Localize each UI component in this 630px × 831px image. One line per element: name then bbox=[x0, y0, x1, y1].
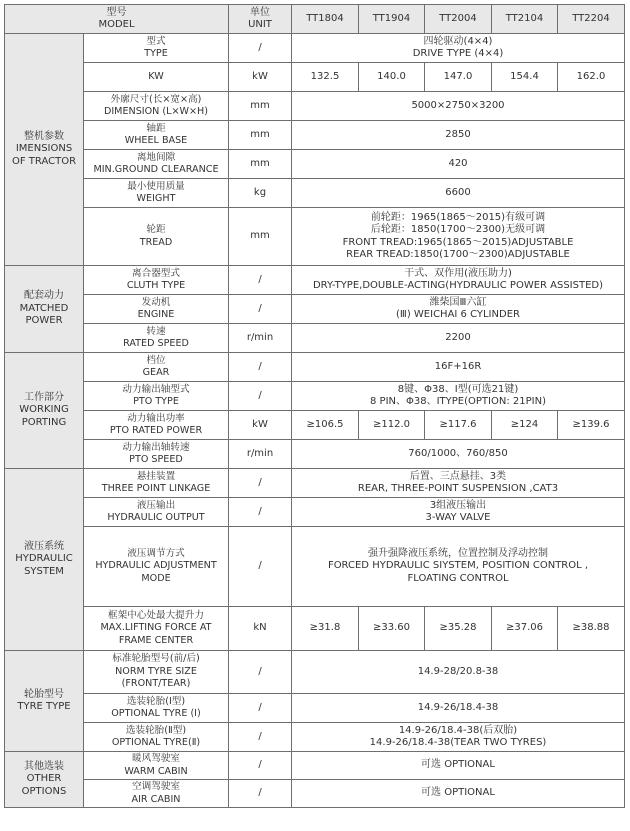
table-row bbox=[5, 353, 625, 382]
item-cell bbox=[84, 324, 229, 353]
unit-cell: kN bbox=[229, 607, 292, 651]
item-label-line: 空调驾驶室 bbox=[132, 781, 180, 792]
value-line: 3组液压输出 bbox=[429, 499, 487, 511]
item-cell bbox=[84, 527, 229, 607]
item-label-line: THREE POINT LINKAGE bbox=[101, 483, 211, 494]
group-label-line: IMENSIONS bbox=[15, 143, 73, 155]
item-label-line: WARM CABIN bbox=[124, 765, 188, 777]
item-cell bbox=[84, 694, 229, 723]
value-cell: ≥117.6 bbox=[425, 411, 492, 440]
item-cell bbox=[84, 208, 229, 266]
unit-cell: / bbox=[229, 382, 292, 411]
value-line: 四轮驱动(4×4) bbox=[423, 35, 493, 47]
unit-cell: kg bbox=[229, 179, 292, 208]
unit-cell: / bbox=[229, 353, 292, 382]
item-label-line: 离地间隙 bbox=[136, 151, 176, 163]
spec-table bbox=[4, 4, 625, 808]
value-cell-merged bbox=[292, 382, 625, 411]
table-row bbox=[5, 295, 625, 324]
table-row bbox=[5, 63, 625, 92]
item-label-line: MIN.GROUND CLEARANCE bbox=[93, 164, 219, 175]
group-label-line: 其他选装 bbox=[24, 760, 64, 772]
value-line: 2200 bbox=[445, 331, 471, 343]
value-line: 5000×2750×3200 bbox=[411, 99, 505, 111]
item-cell bbox=[84, 121, 229, 150]
group-label-line: POWER bbox=[25, 315, 63, 327]
value-cell: ≥38.88 bbox=[558, 607, 625, 651]
item-label-line: CLUTH TYPE bbox=[126, 280, 186, 291]
value-line: 16F+16R bbox=[434, 360, 482, 372]
item-label-line: 轮距 bbox=[146, 224, 166, 235]
unit-cell: / bbox=[229, 295, 292, 324]
item-cell bbox=[84, 63, 229, 92]
group-label bbox=[5, 651, 84, 752]
unit-cell: / bbox=[229, 469, 292, 498]
value-cell-merged bbox=[292, 469, 625, 498]
group-label-line: TYRE TYPE bbox=[17, 701, 71, 712]
table-row bbox=[5, 324, 625, 353]
unit-cell: / bbox=[229, 266, 292, 295]
value-cell: ≥124 bbox=[492, 411, 558, 440]
item-label-line: 暖风驾驶室 bbox=[132, 753, 180, 764]
item-cell bbox=[84, 607, 229, 651]
value-line: DRIVE TYPE (4×4) bbox=[412, 48, 504, 59]
table-row bbox=[5, 651, 625, 694]
group-label-line: HYDRAULIC bbox=[15, 553, 73, 565]
item-label-line: NORM TYRE SIZE bbox=[115, 665, 197, 677]
table-row bbox=[5, 179, 625, 208]
item-cell bbox=[84, 34, 229, 63]
unit-cell: / bbox=[229, 780, 292, 808]
item-label-line: WHEEL BASE bbox=[124, 135, 188, 146]
value-cell-merged bbox=[292, 694, 625, 723]
item-cell bbox=[84, 411, 229, 440]
item-cell bbox=[84, 92, 229, 121]
value-cell: ≥31.8 bbox=[292, 607, 359, 651]
group-label-line: SYSTEM bbox=[24, 565, 64, 577]
header-model-en: MODEL bbox=[98, 19, 135, 30]
table-row bbox=[5, 780, 625, 808]
item-cell bbox=[84, 651, 229, 694]
header-row bbox=[5, 5, 625, 34]
value-line: 760/1000、760/850 bbox=[408, 447, 508, 459]
item-label-line: MODE bbox=[141, 572, 171, 584]
group-label-line: 液压系统 bbox=[24, 540, 64, 552]
value-line: 强升强降液压系统，位置控制及浮动控制 bbox=[368, 547, 548, 559]
item-label-line: 液压调节方式 bbox=[127, 547, 185, 559]
item-label-line: OPTIONAL TYRE(Ⅱ) bbox=[111, 737, 201, 748]
value-cell-merged bbox=[292, 527, 625, 607]
value-cell-merged bbox=[292, 121, 625, 150]
group-label-line: OPTIONS bbox=[21, 785, 67, 797]
item-cell bbox=[84, 440, 229, 469]
unit-cell: / bbox=[229, 34, 292, 63]
item-label-line: 轴距 bbox=[146, 122, 166, 134]
item-cell bbox=[84, 498, 229, 527]
value-line: REAR TREAD:1850(1700～2300)ADJUSTABLE bbox=[346, 249, 570, 260]
item-label-line: 悬挂装置 bbox=[136, 470, 176, 482]
value-line: 8 PIN、Φ38、ⅠTYPE(OPTION: 21PIN) bbox=[370, 396, 546, 407]
item-label-line: 外廓尺寸(长×宽×高) bbox=[110, 93, 202, 105]
group-label bbox=[5, 34, 84, 266]
unit-cell: mm bbox=[229, 150, 292, 179]
header-model-3: TT2004 bbox=[425, 5, 492, 34]
table-row bbox=[5, 723, 625, 752]
item-label-line: GEAR bbox=[142, 367, 170, 378]
value-cell-merged bbox=[292, 440, 625, 469]
group-label-line: MATCHED bbox=[19, 302, 69, 314]
value-line: DRY-TYPE,DOUBLE-ACTING(HYDRAULIC POWER ASSISTED) bbox=[312, 280, 604, 291]
item-label-line: 最小使用质量 bbox=[127, 180, 185, 192]
group-label-line: OTHER bbox=[26, 773, 62, 785]
group-label-line: 整机参数 bbox=[24, 130, 64, 142]
item-cell bbox=[84, 150, 229, 179]
header-model-4: TT2104 bbox=[492, 5, 558, 34]
table-row bbox=[5, 469, 625, 498]
item-label-line: HYDRAULIC ADJUSTMENT bbox=[95, 560, 217, 572]
unit-cell: kW bbox=[229, 63, 292, 92]
value-cell-merged bbox=[292, 752, 625, 780]
unit-cell: / bbox=[229, 752, 292, 780]
group-label-line: PORTING bbox=[21, 416, 67, 428]
value-cell: ≥33.60 bbox=[359, 607, 425, 651]
value-cell: ≥106.5 bbox=[292, 411, 359, 440]
table-row bbox=[5, 382, 625, 411]
unit-cell: kW bbox=[229, 411, 292, 440]
item-cell bbox=[84, 295, 229, 324]
unit-cell: / bbox=[229, 723, 292, 752]
table-row bbox=[5, 694, 625, 723]
value-cell: 154.4 bbox=[492, 63, 558, 92]
unit-cell: mm bbox=[229, 92, 292, 121]
value-line: 前轮距：1965(1865～2015)有级可调 bbox=[370, 211, 546, 223]
header-unit-label bbox=[229, 5, 292, 34]
value-cell-merged bbox=[292, 780, 625, 808]
table-row bbox=[5, 527, 625, 607]
value-line: REAR, THREE-POINT SUSPENSION ,CAT3 bbox=[357, 483, 559, 494]
value-line: 潍柴国Ⅲ六缸 bbox=[429, 296, 487, 308]
header-model-2: TT1904 bbox=[359, 5, 425, 34]
item-label-line: 档位 bbox=[146, 354, 166, 366]
unit-cell: mm bbox=[229, 208, 292, 266]
item-label-line: 动力输出功率 bbox=[127, 412, 185, 424]
value-cell-merged bbox=[292, 92, 625, 121]
value-line: 干式、双作用(液压助力) bbox=[404, 267, 512, 279]
item-label-line: FRAME CENTER bbox=[118, 634, 194, 646]
table-row bbox=[5, 208, 625, 266]
item-label-line: PTO SPEED bbox=[129, 454, 183, 465]
header-unit-cn: 单位 bbox=[250, 6, 270, 18]
value-cell-merged bbox=[292, 266, 625, 295]
value-line: 3-WAY VALVE bbox=[425, 512, 491, 523]
value-line: 2850 bbox=[445, 128, 471, 140]
item-label-line: KW bbox=[148, 70, 164, 82]
value-cell-merged bbox=[292, 723, 625, 752]
item-cell bbox=[84, 266, 229, 295]
item-label-line: 选装轮胎(Ⅱ型) bbox=[125, 724, 187, 736]
value-cell-merged bbox=[292, 353, 625, 382]
table-row bbox=[5, 411, 625, 440]
value-line: 后轮距：1850(1700～2300)无级可调 bbox=[370, 224, 546, 235]
value-line: (Ⅲ) WEICHAI 6 CYLINDER bbox=[396, 309, 520, 320]
item-label-line: PTO RATED POWER bbox=[109, 425, 203, 436]
value-cell-merged bbox=[292, 498, 625, 527]
item-label-line: 型式 bbox=[146, 35, 166, 47]
group-label bbox=[5, 266, 84, 353]
value-cell-merged bbox=[292, 208, 625, 266]
table-row bbox=[5, 92, 625, 121]
group-label-line: 轮胎型号 bbox=[24, 688, 64, 700]
item-label-line: HYDRAULIC OUTPUT bbox=[107, 512, 205, 523]
table-row bbox=[5, 34, 625, 63]
item-cell bbox=[84, 752, 229, 780]
item-label-line: PTO TYPE bbox=[133, 396, 179, 407]
item-label-line: TREAD bbox=[139, 236, 173, 248]
item-label-line: RATED SPEED bbox=[123, 338, 189, 349]
value-line: FORCED HYDRAULIC SIYSTEM, POSITION CONTROL , bbox=[327, 560, 589, 572]
item-cell bbox=[84, 723, 229, 752]
header-unit-en: UNIT bbox=[248, 19, 272, 30]
value-cell: 132.5 bbox=[292, 63, 359, 92]
unit-cell: r/min bbox=[229, 440, 292, 469]
value-cell: ≥37.06 bbox=[492, 607, 558, 651]
unit-cell: / bbox=[229, 694, 292, 723]
item-label-line: WEIGHT bbox=[136, 193, 176, 204]
item-label-line: ENGINE bbox=[137, 309, 175, 320]
item-label-line: 动力输出轴型式 bbox=[122, 383, 190, 395]
unit-cell: r/min bbox=[229, 324, 292, 353]
header-model-label bbox=[5, 5, 229, 34]
value-line: 可选 OPTIONAL bbox=[421, 787, 495, 799]
group-label-line: 工作部分 bbox=[24, 391, 64, 403]
item-label-line: 发动机 bbox=[141, 296, 171, 308]
item-label-line: MAX.LIFTING FORCE AT bbox=[100, 622, 212, 634]
value-cell: 140.0 bbox=[359, 63, 425, 92]
value-cell: ≥35.28 bbox=[425, 607, 492, 651]
group-label bbox=[5, 353, 84, 469]
item-label-line: 框架中心处最大提升力 bbox=[108, 609, 204, 621]
item-cell bbox=[84, 780, 229, 808]
value-cell: ≥139.6 bbox=[558, 411, 625, 440]
table-row bbox=[5, 150, 625, 179]
unit-cell: / bbox=[229, 527, 292, 607]
value-cell: ≥112.0 bbox=[359, 411, 425, 440]
value-cell-merged bbox=[292, 324, 625, 353]
value-line: 14.9-26/18.4-38 bbox=[417, 701, 499, 713]
item-cell bbox=[84, 179, 229, 208]
item-cell bbox=[84, 382, 229, 411]
unit-cell: mm bbox=[229, 121, 292, 150]
unit-cell: / bbox=[229, 498, 292, 527]
item-label-line: 动力输出轴转速 bbox=[122, 441, 190, 453]
table-row bbox=[5, 607, 625, 651]
value-line: FRONT TREAD:1965(1865～2015)ADJUSTABLE bbox=[342, 236, 574, 248]
table-row bbox=[5, 498, 625, 527]
value-cell: 162.0 bbox=[558, 63, 625, 92]
value-line: 可选 OPTIONAL bbox=[421, 759, 495, 771]
spec-body bbox=[5, 34, 625, 808]
value-cell: 147.0 bbox=[425, 63, 492, 92]
item-cell bbox=[84, 469, 229, 498]
item-label-line: 标准轮胎型号(前/后) bbox=[112, 653, 200, 665]
item-label-line: AIR CABIN bbox=[131, 793, 181, 805]
value-cell-merged bbox=[292, 34, 625, 63]
group-label bbox=[5, 752, 84, 808]
table-row bbox=[5, 440, 625, 469]
header-model-1: TT1804 bbox=[292, 5, 359, 34]
value-cell-merged bbox=[292, 651, 625, 694]
table-row bbox=[5, 266, 625, 295]
table-row bbox=[5, 752, 625, 780]
value-line: 14.9-26/18.4-38(TEAR TWO TYRES) bbox=[369, 737, 547, 748]
group-label-line: OF TRACTOR bbox=[11, 155, 77, 167]
table-row bbox=[5, 121, 625, 150]
item-label-line: 液压输出 bbox=[136, 499, 176, 511]
item-label-line: 选装轮胎(Ⅰ型) bbox=[126, 695, 186, 707]
item-cell bbox=[84, 353, 229, 382]
value-line: 14.9-28/20.8-38 bbox=[417, 665, 499, 677]
header-model-cn: 型号 bbox=[106, 6, 127, 18]
value-line: 420 bbox=[448, 157, 468, 169]
item-label-line: DIMENSION (L×W×H) bbox=[103, 106, 209, 117]
value-cell-merged bbox=[292, 179, 625, 208]
value-line: 8键、Φ38、Ⅰ型(可选21键) bbox=[397, 383, 519, 395]
header-model-5: TT2204 bbox=[558, 5, 625, 34]
group-label-line: 配套动力 bbox=[24, 290, 64, 302]
item-label-line: (FRONT/TEAR) bbox=[121, 678, 191, 690]
item-label-line: OPTIONAL TYRE (Ⅰ) bbox=[111, 708, 201, 719]
group-label-line: WORKING bbox=[19, 404, 69, 416]
group-label bbox=[5, 469, 84, 651]
value-line: 后置、三点悬挂、3类 bbox=[409, 470, 507, 482]
value-cell-merged bbox=[292, 295, 625, 324]
unit-cell: / bbox=[229, 651, 292, 694]
item-label-line: TYPE bbox=[144, 48, 168, 59]
value-line: 14.9-26/18.4-38(后双胎) bbox=[398, 724, 518, 736]
value-line: FLOATING CONTROL bbox=[407, 572, 509, 584]
value-line: 6600 bbox=[445, 186, 471, 198]
item-label-line: 转速 bbox=[146, 325, 166, 337]
value-cell-merged bbox=[292, 150, 625, 179]
item-label-line: 离合器型式 bbox=[132, 267, 180, 279]
